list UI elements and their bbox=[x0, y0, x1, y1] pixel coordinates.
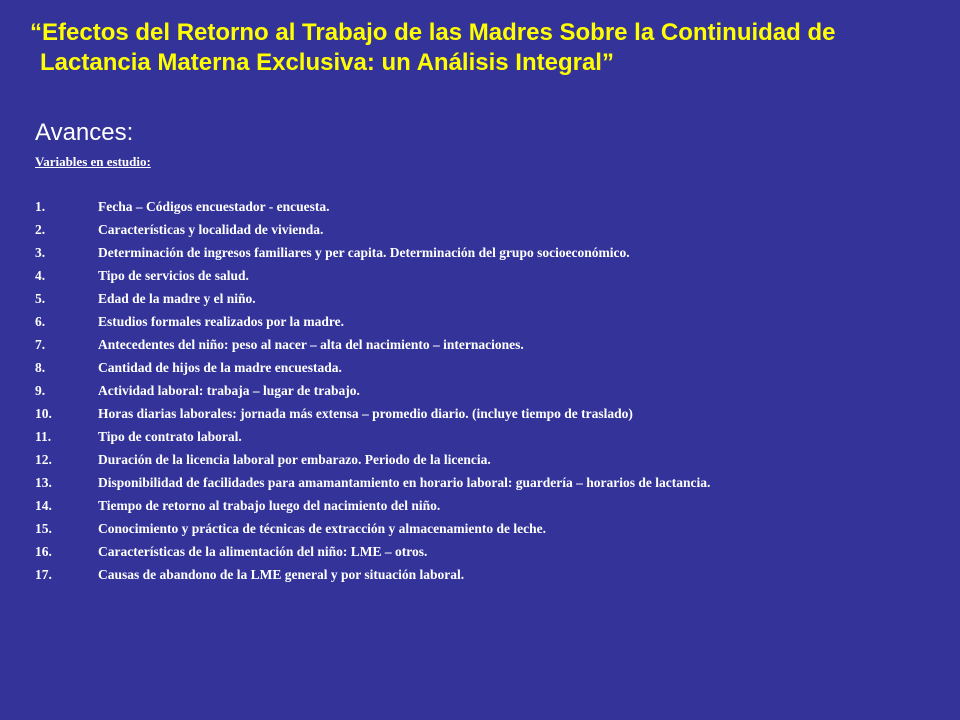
list-item-number: 12. bbox=[35, 452, 52, 467]
list-item bbox=[35, 474, 935, 492]
list-item-number: 8. bbox=[35, 360, 46, 375]
list-item bbox=[35, 221, 935, 239]
list-item-text: Cantidad de hijos de la madre encuestada. bbox=[98, 360, 342, 375]
list-item bbox=[35, 451, 935, 469]
list-item-number: 15. bbox=[35, 521, 52, 536]
list-item-number: 2. bbox=[35, 222, 46, 237]
list-item-number: 9. bbox=[35, 383, 46, 398]
list-item-number: 3. bbox=[35, 245, 46, 260]
list-item-text: Fecha – Códigos encuestador - encuesta. bbox=[98, 199, 330, 214]
list-item bbox=[35, 405, 935, 423]
list-item-text: Tiempo de retorno al trabajo luego del nacimiento del niño. bbox=[98, 498, 441, 513]
list-item-text: Características de la alimentación del niño: LME – otros. bbox=[98, 544, 428, 559]
list-item-text: Antecedentes del niño: peso al nacer – alta del nacimiento – internaciones. bbox=[98, 337, 524, 352]
list-item bbox=[35, 428, 935, 446]
list-item bbox=[35, 336, 935, 354]
variables-list bbox=[35, 198, 935, 589]
list-item-text: Edad de la madre y el niño. bbox=[98, 291, 256, 306]
list-item-text: Estudios formales realizados por la madre. bbox=[98, 314, 344, 329]
list-item bbox=[35, 497, 935, 515]
slide-subtitle: Avances: bbox=[35, 119, 134, 146]
list-item bbox=[35, 198, 935, 216]
list-item-text: Actividad laboral: trabaja – lugar de trabajo. bbox=[98, 383, 360, 398]
list-item-number: 13. bbox=[35, 475, 52, 490]
list-item-text: Disponibilidad de facilidades para amamantamiento en horario laboral: guardería – horarios de lactancia. bbox=[98, 475, 711, 490]
list-item-text: Horas diarias laborales: jornada más extensa – promedio diario. (incluye tiempo de traslado) bbox=[98, 406, 633, 421]
list-item-text: Causas de abandono de la LME general y por situación laboral. bbox=[98, 567, 465, 582]
list-item-number: 10. bbox=[35, 406, 52, 421]
list-item bbox=[35, 520, 935, 538]
slide-title bbox=[0, 18, 960, 78]
list-item-text: Duración de la licencia laboral por embarazo. Periodo de la licencia. bbox=[98, 452, 491, 467]
slide-title-line-1: “Efectos del Retorno al Trabajo de las Madres Sobre la Continuidad de bbox=[30, 19, 836, 46]
list-item-text: Características y localidad de vivienda. bbox=[98, 222, 324, 237]
list-item-number: 16. bbox=[35, 544, 52, 559]
list-item-number: 14. bbox=[35, 498, 52, 513]
list-item-number: 1. bbox=[35, 199, 46, 214]
list-item bbox=[35, 244, 935, 262]
list-item bbox=[35, 359, 935, 377]
list-item-number: 4. bbox=[35, 268, 46, 283]
list-item-text: Tipo de servicios de salud. bbox=[98, 268, 249, 283]
list-item bbox=[35, 290, 935, 308]
list-item bbox=[35, 543, 935, 561]
list-item-number: 6. bbox=[35, 314, 46, 329]
list-item bbox=[35, 566, 935, 584]
list-item-number: 7. bbox=[35, 337, 46, 352]
list-item-text: Conocimiento y práctica de técnicas de extracción y almacenamiento de leche. bbox=[98, 521, 547, 536]
list-item-text: Determinación de ingresos familiares y per capita. Determinación del grupo socioeconómico. bbox=[98, 245, 630, 260]
list-item-text: Tipo de contrato laboral. bbox=[98, 429, 242, 444]
list-item-number: 5. bbox=[35, 291, 46, 306]
list-item-number: 11. bbox=[35, 429, 52, 444]
list-item bbox=[35, 313, 935, 331]
list-item-number: 17. bbox=[35, 567, 52, 582]
section-label: Variables en estudio: bbox=[35, 154, 151, 169]
slide-title-line-2: Lactancia Materna Exclusiva: un Análisis Integral” bbox=[40, 49, 614, 76]
list-item bbox=[35, 267, 935, 285]
list-item bbox=[35, 382, 935, 400]
